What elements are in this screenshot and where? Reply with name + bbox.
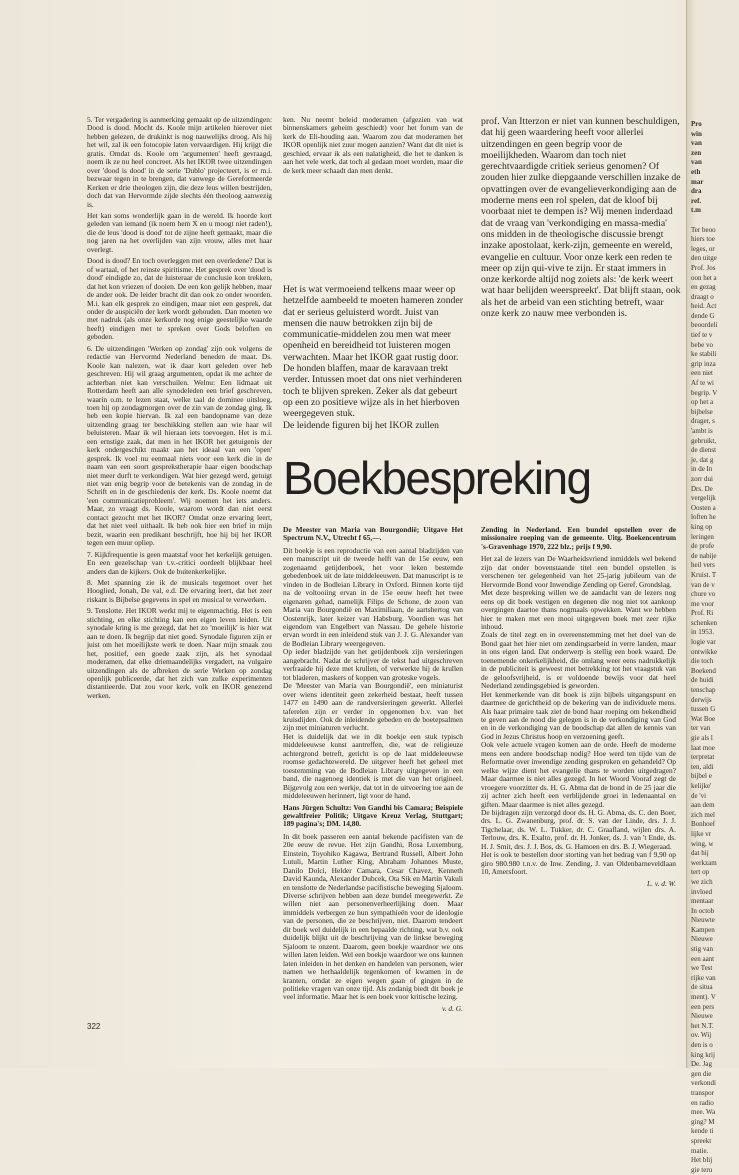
edge-line: laat moe [691, 743, 715, 752]
edge-line: van [691, 158, 702, 167]
edge-line: van [691, 139, 702, 148]
edge-line: matie. [691, 1146, 709, 1155]
edge-line: dra [691, 187, 702, 196]
book-title: Hans Jürgen Schultz: Von Gandhi bis Camara; Beispiele gewaltfreier Politik; Uitgave Kreuz Verlag, Stuttgart; 189 pagina's; DM. 14,80. [283, 802, 463, 829]
edge-line: zich mel [691, 810, 715, 819]
edge-line: de dienst [691, 446, 717, 455]
edge-line: tenschap [691, 686, 716, 695]
edge-line: dende G [691, 311, 715, 320]
review-column-right [481, 526, 676, 996]
edge-line: en radio [691, 1098, 714, 1107]
reviewer-initials: v. d. G. [441, 1003, 463, 1013]
review-body: Het zal de lezers van De Waarheidsvriend inmiddels wel bekend zijn dat onder bovenstaande titel een bundel opstellen is verschenen ter gelegenheid van het 25-jarig jubileum van de Hervormde Bond voor Inwendige Zending op Geref. Grondslag. Met deze bespreking willen we de aandacht van de lezers nog eens op dit boek vestigen en degenen die nog niet tot aankoop overgingen daartoe thans nogmaals opwekken. Want we hebben hier te maken met een mooi uitgegeven boek met zeer rijke inhoud. Zoals de titel zegt en in overeenstemming met het doel van de Bond gaat het hier niet om zendingsarbeid in verre landen, maar in ons eigen land. Dat onderwerp is stellig een boek waard. De toenemende onkerkelijkheid, die omlang weer eens nadrukkelijk in de publiciteit is geweest met betrekking tot het vraagstuk van de geloofsvrijheid, is er voldoende bewijs voor dat heel Nederland zendingsgebied is geworden. Het kenmerkende van dit boek is zijn bijbels uitgangspunt en daarmee de gerichtheid op de bekering van de individuele mens. Als haar primaire taak ziet de bond haar roeping om bekendheid te geven aan de nood die gelegen is in de verkondiging van God en in de verkondiging van de boodschap dat allen de kennis van God in Jezus Christus hoop en verzoening geeft. Ook vele actuele vragen komen aan de orde. Heeft de moderne mens een andere boodschap nodig? Hoe werd ten tijde van de Reformatie over inwendige zending gesproken en gehandeld? Op welke wijze dient het evangelie thans te worden uitgedragen? Maar daarmee is niet alles gezegd. In het Woord Vooraf zegt de vroegere voorzitter ds. H. G. Abma dat de bond in de 25 jaar die zij achter zich heeft een verblijdende groei in ledenaantal en giften. Maar daarmee is niet alles gezegd. De bijdragen zijn verzorgd door ds. H. G. Abma, ds. C. den Boer, drs. L. G. Zwanenburg, prof. dr. S. van der Linde, drs. J. J. Tigchelaar, ds. W. L. Tukker, dr. C. Graafland, wijlen drs. A. Terlouw, drs. K. Exalto, prof. dr. H. Jonker, ds. J. van 't Ende, ds. H. J. Smit, drs. J. J. Bos, ds. G. Hamoen en drs. B. J. Wiegeraad. Het is ook te bestellen door storting van het bedrag van f 9,90 op giro 980.980 t.n.v. de Inw. Zending, J. van Oldenbarneveldlaan 10, Amersfoort. [481, 554, 676, 877]
edge-line: t.m [691, 206, 701, 215]
edge-line: ten, aldi [691, 762, 714, 771]
edge-line [691, 216, 739, 226]
paragraph: ken. Nu neemt beleid moderamen (afgezien van wat binnenskamers geheim geschiedt) voor het forum van de kerk de Eli-houding aan. Waarom zou dat moderamen het IKOR openlijk niet zuur mogen aanzien? Want dat dit niet is geschied, ervaar ik als een nalatigheid, die het te danken is aan het vele werk, dat toch al gedaan moet worden, maar die de kerk meer schaadt dan men denkt. [283, 115, 463, 175]
edge-line: den uitge [691, 254, 717, 263]
edge-line: terpretat [691, 753, 715, 762]
edge-line: grip inza [691, 359, 716, 368]
edge-line: Nieuwe [691, 935, 713, 944]
edge-line: bijbel e [691, 772, 712, 781]
edge-line: ref. [691, 196, 702, 205]
paragraph: Het kan soms wonderlijk gaan in de wereld. Ik hoorde kort geleden van iemand (ik noem hem X en u moogt niet raden!), die de leus 'dood is dood' tot de zijne heeft gemaakt, maar die nog jaren na het overlijden van zijn vrouw, alles met haar overlegt. [87, 210, 272, 254]
edge-line: Het blij [691, 1156, 713, 1165]
edge-line: kende ti [691, 1127, 714, 1136]
edge-line: tief te v [691, 331, 713, 340]
edge-line: Wat Boe [691, 714, 716, 723]
edge-line: de huidi [691, 676, 714, 685]
edge-line: gie als l [691, 734, 713, 742]
right-column-top [481, 116, 681, 416]
edge-line: een pers [691, 1002, 715, 1011]
edge-line: oon het a [691, 273, 717, 282]
edge-line: je, dat g [691, 455, 714, 464]
edge-line: king op [691, 522, 713, 531]
review-body: Dit boekje is een reproductie van een aantal bladzijden van een manuscript uit de tweede helft van de 15e eeuw, een zogenaamd getijdenboek, het voor leken bestemde gebedenboek uit de late middeleeuwen. Dat manuscript is te vinden in de Bodleian Library in Oxford. Binnen korte tijd na de voltooiing ervan in de 15e eeuw heeft het twee eigenaren gehad, namelijk Filips de Schone, de zoon van Maria van Bourgondië en Maximiliaan, de aartshertog van Oostenrijk, later keizer van Habsburg. Voordien was het eigendom van Engelbert van Nassau. De gehele historie ervan wordt in een inleidend stuk van J. J. G. Alexander van de Bodleian Library weergegeven. Op ieder bladzijde van het getijdenboek zijn versieringen aangebracht. Nadat de schrijver de tekst had uitgeschreven verfraaide hij deze met krullen, of verwerkte hij de krullen tot bladeren, maskers of koppen van groteske vogels. De 'Meester van Maria van Bourgondië', een miniaturist over wiens identiteit geen zekerheid bestaat, heeft tussen 1477 en 1490 aan de randversieringen gewerkt. Allerlei taferelen zijn er verder in opgenomen b.v. van het kruisdijden. Ook de inleidende gebeden en de boetepsalmen zijn met miniaturen verlucht. Het is duidelijk dat we in dit boekje een stuk typisch middeleeuwse kunst aantreffen, die, wat de religieuze achtergrond betreft, gericht is op de laat middeleeuwse roomse gedachtewereld. De uitgever heeft het geheel met toestemming van de Bodleian Library uitgegeven in een band, die nagenoeg identiek is met die van het origineel. Bijgevolg zou een werkje, dat tot in de uitvoering toe aan de middeleeuwen herinnert, ligt voor de hand. [283, 545, 463, 801]
paragraph: 7. Kijkfrequentie is geen maatstaf voor het kerkelijk getuigen. En een gezelschap van t.v.-critici oordeelt blijkbaar heel anders dan de kijkers. Ook de buitenkerkelijke. [87, 549, 272, 576]
edge-line: op het a [691, 398, 714, 407]
edge-line: dat hij [691, 849, 709, 858]
edge-line: lijke vr [691, 829, 712, 838]
edge-line: leringen [691, 532, 714, 541]
edge-line: vergelijk [691, 494, 716, 503]
edge-line: Oosten a [691, 503, 716, 512]
edge-line: schenken [691, 618, 718, 627]
edge-line: aan dem [691, 801, 715, 810]
reviewer-initials: L. v. d. W. [647, 878, 676, 888]
book-title: Zending in Nederland. Een bundel opstellen over de missionaire roeping van de gemeente. Uitg. Boekencentrum 's-Gravenhage 1970, 222 blz.; prijs f 9,90. [481, 525, 676, 551]
edge-line: spreekt [691, 1136, 712, 1145]
paragraph: 9. Tenslotte. Het IKOR werkt mij te eigenmachtig. Het is een stichting, en elke stichting kan een eigen leven leiden. Uit synodale kring is me gezegd, dat het zo 'moeilijk' is hier wat aan te doen. Ik begrijp dat niet goed. Synodale figuren zijn er juist om het moeilijkste werk te doen. Naar mijn smaak zou het, positief, een goede zaak zijn, als het synodaal moderamen, dat elke driemaandelijks vergadert, na vulgaire uitzendingen als de afbreken de serie Werken op zondag openlijk publiceerde, dat het zich van zulke experimenten distantieerde. Dat zou voor kerk, volk en IKOR genezend werken. [87, 606, 272, 700]
edge-line: draagt o [691, 292, 714, 301]
edge-line: gie teru [691, 1165, 713, 1174]
edge-line: we zich [691, 877, 713, 886]
edge-line: den is o [691, 1041, 713, 1049]
edge-line: Pro [691, 120, 702, 128]
edge-line: De. Jag [691, 1060, 712, 1069]
edge-line: leges, or [691, 244, 715, 253]
edge-line: rijke van [691, 973, 716, 982]
edge-line: chure vo [691, 590, 716, 599]
edge-line: ging? M [691, 1117, 715, 1126]
edge-line: stig van [691, 945, 713, 954]
edge-line: gen die [691, 1069, 712, 1078]
edge-line: mee. Wa [691, 1108, 716, 1117]
edge-line: heid. Act [691, 302, 717, 311]
edge-line: het N.T. [691, 1021, 714, 1030]
edge-line: de 'vi [691, 791, 707, 800]
edge-line: Nieuwe [691, 1012, 713, 1021]
edge-line: 'ambt is [691, 427, 713, 435]
edge-line: Nieuwte [691, 916, 715, 925]
edge-line: Prof. Ri [691, 609, 714, 618]
edge-line: Af te wi [691, 379, 714, 388]
book-title: De Meester van Maria van Bourgondië; Uitgave Het Spectrum N.V., Utrecht f 65,—. [283, 525, 463, 543]
edge-line: ter van [691, 724, 711, 733]
edge-line: heil vers [691, 561, 715, 570]
edge-line: In octob [691, 906, 715, 915]
edge-line: invloed [691, 887, 712, 896]
edge-line: Kruist. T [691, 570, 717, 579]
paragraph: Dood is dood? En toch overleggen met een overledene? Dat is of wartaal, of het reinste spiritisme. Het gesprek over 'dood is dood' eindigde zo, dat de luisteraar de conclusie kon trekken, dat het kon vriezen of dooien. De een kon gelijk hebben, maar de ander ook. De leider bracht dit dan ook zo onder woorden. M.i. kan elk gesprek zo eindigen, maar niet een gesprek, dat onder de auspiciën der kerk wordt gehouden. Dan moeten we met nadruk (als onze kerkorde nog enige geestelijke waarde heeft) eindigen met te spreken over Gods beloften en geboden. [87, 256, 272, 342]
edge-line: die toch [691, 657, 714, 666]
edge-line: Bonhoef [691, 820, 716, 829]
middle-column-large-text [283, 284, 463, 440]
edge-line: en gezag [691, 283, 716, 292]
left-column [87, 116, 272, 936]
edge-line: we Test [691, 964, 713, 973]
adjacent-page-text [691, 120, 739, 1175]
edge-line: bebe vo [691, 340, 713, 349]
edge-line: in 1953. [691, 628, 714, 637]
paragraph: 5. Ter vergadering is aanmerking gemaakt op de uitzendingen: Dood is dood. Mocht ds. Koole mijn artikelen hierover niet hebben gelezen, de drukinkt is nog nauwelijks droog. Als hij het wil, zal ik een fotocopie laten vervaardigen. Hij krijgt die gratis. Omdat ds. Koole om 'argumenten' heeft gevraagd, noem ik ze nu heel concreet. Als het IKOR twee uitzendingen over 'dood is dood' in de serie 'Dublo' projecteert, is er m.i. bezwaar tegen in te brengen, dat vanwege de Gereformeerde Kerken er drie theologen zijn, die deze leus willen bestrijden, doch dat van Hervormde zijde slechts één theoloog aanwezig is. [87, 115, 272, 209]
edge-line: win [691, 129, 702, 138]
edge-line: werkzam [691, 858, 717, 867]
paragraph: prof. Van Itterzon er niet van kunnen beschuldigen, dat hij geen waardering heeft voor allerlei uitzendingen en geen begrip voor de moeilijkheden. Waarom dan toch niet gerechtvaardigde critiek serieus genomen? Of zouden hier zulke diepgaande verschillen inzake de opvattingen over de evangelieverkondiging aan de moderne mens een rol spelen, dat de kloof bij voorbaat niet te dempen is? Wij menen inderdaad dat de vraag van 'verkondiging en massa-media' ons midden in de theologische discussie brengt inzake apostolaat, kerk-zijn, gemeente en wereld, evangelie en cultuur. Voor onze kerk een reden te meer op zijn qui-vive te zijn. Er staat immers in onze kerkorde altijd nog zoiets als: 'de kerk weert wat haar belijden weerspreekt'. Dat blijft staan, ook als het de arbeid van een stichting betreft, waar onze kerk zo nauw mee verbonden is. [481, 116, 681, 320]
edge-line: tussen G [691, 705, 716, 714]
edge-line: mentaar [691, 897, 714, 906]
edge-line: een aant [691, 954, 715, 963]
edge-line: een niet [691, 369, 713, 378]
edge-line: begrip. V [691, 388, 718, 397]
edge-line: ment). V [691, 993, 716, 1002]
edge-line: kelijke' [691, 781, 712, 790]
edge-line: de situa [691, 983, 713, 992]
edge-line: king krij [691, 1050, 715, 1059]
edge-line: ke stabili [691, 350, 717, 359]
edge-line: Prof. Jos [691, 263, 716, 272]
section-heading: Boekbespreking [283, 452, 591, 504]
edge-line: ontwikke [691, 647, 718, 656]
paragraph: 6. De uitzendingen 'Werken op zondag' zijn ook volgens de redactie van Hervormd Nederland beneden de maat. Ds. Koole kan nalezen, wat ik daar kort geleden over heb geschreven. Hij wil graag argumenten, opdat ik me achter de achterban niet kan verschuilen. Welnu: Een lidmaat uit Rotterdam heeft aan alle synodeleden een brief geschreven, waarin o.m. te lezen staat, welke taal de dominee uitsloeg, toen hij op zondagmorgen over de zin van de zondag ging. Ik heb een kopie hiervan. Ik zal een bandopname van deze uitzending graag ter beschikking stellen aan wie haar wil beluisteren. Maar ik wil hieraan iets toevoegen. Het is m.i. een ernstige zaak, dat men in het IKOR het getuigenis der kerk ondergeschikt maakt aan het ideaal van een 'open' gesprek. Ik voel nu eenmaal niets voor een kerk die in de naam van een soort gesprekstherapie haar eigen boodschap niet meer durft te verkondigen. Wat hier gezegd werd, getuigt niet van enig begrip voor de betekenis van de zondag in de Schrift en in de geschiedenis der kerk. Ds. Koole noemt dat 'een communicatieprobleem'. Wij noemen het iets anders. Maar, zo vraagt ds. Koole, waarom wordt dan niet eerst contact gezocht met het IKOR? Omdat onze ervaring leert, dat het niet veel uithaalt. Ik heb ook hier een brief in mijn bezit, waarin een predikant beschrijft, hoe hij bij het IKOR tegen een muur opliep. [87, 343, 272, 548]
page-number: 322 [87, 1022, 101, 1031]
edge-line: in de In [691, 465, 713, 474]
paragraph: Het is wat vermoeiend telkens maar weer op hetzelfde aambeeld te moeten hameren zonder dat er serieus geluisterd wordt. Juist van mensen die nauw betrokken zijn bij de communicatie-middelen zou men wat meer openheid en bereidheid tot luisteren mogen verwachten. Maar het IKOR gaat rustig door. De honden blaffen, maar de karavaan trekt verder. Intussen moet dat ons niet verhinderen toch te blijven spreken. Zeker als dat gebeurt op een zo positieve wijze als in het hierboven weergegeven stuk. De leidende figuren bij het IKOR zullen [283, 284, 463, 431]
edge-line: Kampen [691, 925, 715, 934]
edge-line: de profe [691, 542, 715, 551]
edge-line: bijbelse [691, 407, 713, 416]
edge-line: hiers toe [691, 235, 715, 244]
paragraph: 8. Met spanning zie ik de musicals tegemoet over het Hooglied, Jonah, De val, e.d. De ervaring leert, dat het zeer riskant is Bijbelse gegevens in spel en musical te verwerken. [87, 578, 272, 604]
edge-line: ov. Wij [691, 1031, 712, 1040]
edge-line: mar [691, 177, 704, 186]
edge-line: van de v [691, 580, 715, 589]
edge-line: wing, w [691, 839, 714, 848]
edge-line: transpor [691, 1088, 714, 1097]
edge-line: zen [691, 148, 702, 157]
edge-line: Boekend [691, 666, 716, 675]
edge-line: Drs. De [691, 484, 713, 493]
edge-line: tert op [691, 868, 710, 877]
edge-line: me voor [691, 599, 715, 608]
middle-column-top [283, 116, 463, 276]
edge-line: Ter beoo [691, 225, 716, 234]
edge-line: loften he [691, 513, 716, 522]
review-column-left [283, 525, 463, 1013]
review-body: In dit boek passeren een aantal bekende pacifisten van de 20e eeuw de revue. Het zijn Gandhi, Rosa Luxemburg, Einstein, Toyohiko Kagawa, Bertrand Russell, Albert John Lutuli, Martin Luther King, Abraham Johannes Muste, Danilo Dolci, Helder Camara, Cesar Chavez, Kenneth David Kaunda, Alexander Dubcek, Ota Sik en Martin Vakuli en tenslotte de Nederlandse pacifistische beweging Sjaloom. Diverse schrijven hebben aan deze bundel meegewerkt. Ze willen niet aan personenverheerlijking doen. Maar immiddels verbergen ze hun sympathieën voor de ideologie van de personen, die ze beschrijven, niet. Daarom tendeert dit boek wel duidelijk in een bepaalde richting, wat b.v. ook duidelijk blijkt uit de beschrijving van de linkse beweging Sjaloom te onzent. Daarom, geen boekje waardoor we ons willen laten leiden. Wel een boekje waardoor we ons kunnen laten inleiden in het denken en handelen van personen, wier namen we herhaaldelijk tegenkomen of kwamen in de kranten, omdat ze eigen wegen gaan of gingen in de politieke vragen van onze tijd. Als zodanig biedt dit boek je veel informatie. Maar het is een boek voor kritische lezing. [283, 831, 463, 1002]
edge-line: drager, s [691, 417, 715, 426]
edge-line: derwijs [691, 695, 712, 704]
edge-line: eth [691, 167, 701, 176]
edge-line: beoordeli [691, 321, 718, 330]
adjacent-page-edge [686, 0, 739, 1174]
edge-line: logie var [691, 638, 716, 647]
edge-line: verkondi [691, 1079, 716, 1088]
edge-line: gebruikt, [691, 436, 717, 445]
edge-line: de nabije [691, 551, 717, 560]
edge-line: zorr dui [691, 474, 713, 483]
